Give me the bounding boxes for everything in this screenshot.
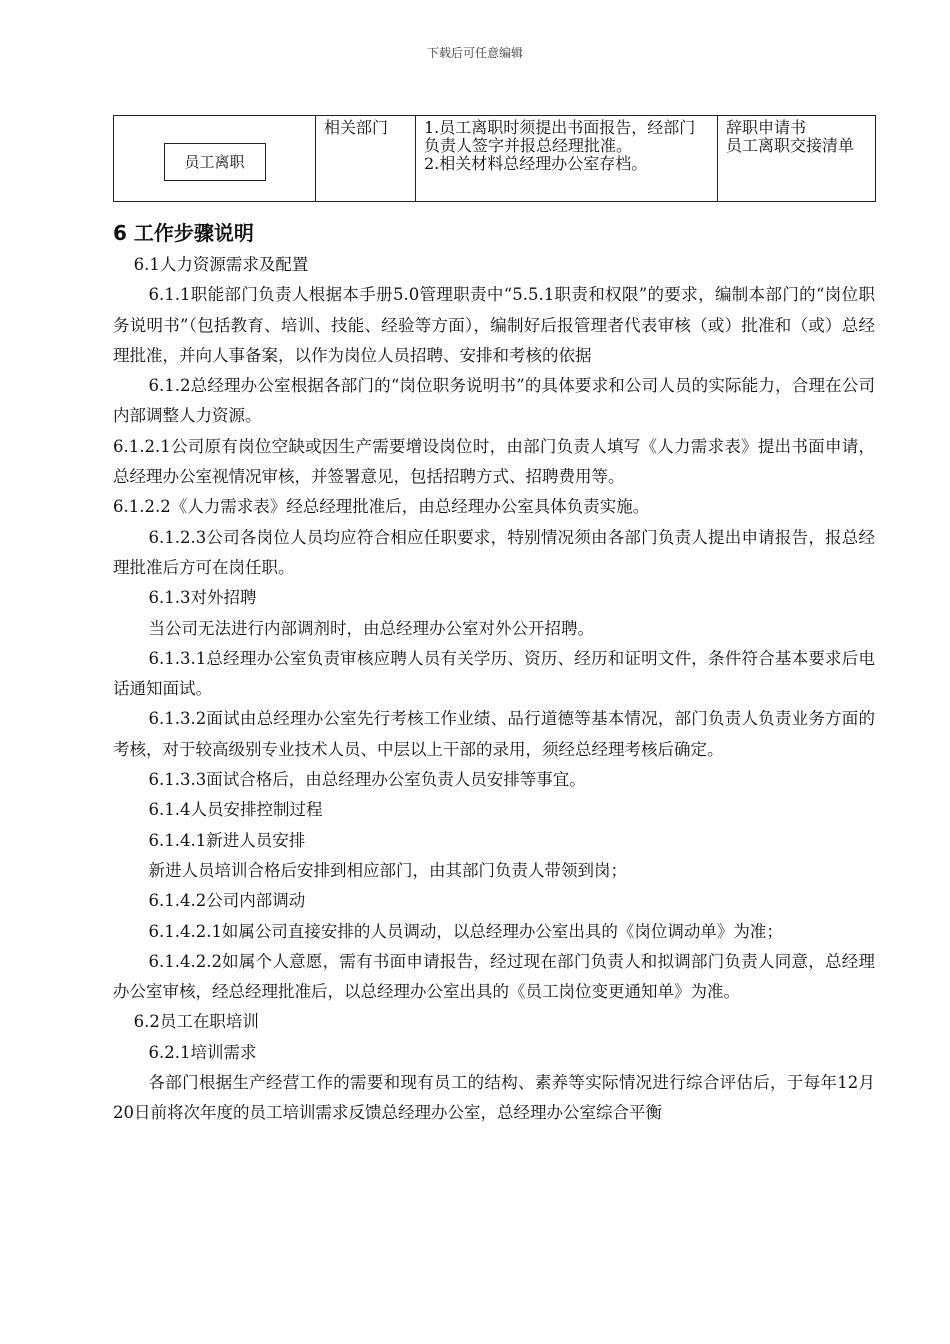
paragraph: 6.1.2总经理办公室根据各部门的“岗位职务说明书”的具体要求和公司人员的实际能力，合理在公司内部调整人力资源。 — [113, 376, 875, 426]
flow-node-box: 员工离职 — [164, 143, 266, 181]
step-2: 2.相关材料总经理办公室存档。 — [424, 154, 648, 173]
table-row — [114, 116, 876, 202]
paragraph: 6.1.1职能部门负责人根据本手册5.0管理职责中“5.5.1职责和权限”的要求，编制本部门的“岗位职务说明书”（包括教育、培训、技能、经验等方面），编制好后报管理者代表审核（或）批准和（或）总经理批准，并向人事备案，以作为岗位人员招聘、安排和考核的依据 — [113, 285, 875, 365]
paragraph: 6.1.4人员安排控制过程 — [148, 800, 323, 820]
paragraph: 6.2员工在职培训 — [133, 1012, 259, 1032]
record-2: 员工离职交接清单 — [726, 136, 855, 155]
dept-cell: 相关部门 — [316, 116, 416, 202]
body-content — [113, 216, 875, 1129]
steps-cell — [416, 116, 718, 202]
paragraph: 6.1.3.1总经理办公室负责审核应聘人员有关学历、资历、经历和证明文件，条件符合基本要求后电话通知面试。 — [113, 648, 875, 699]
record-1: 辞职申请书 — [726, 118, 807, 137]
paragraph: 6.1.2.2《人力需求表》经总经理批准后，由总经理办公室具体负责实施。 — [113, 497, 650, 517]
paragraph: 6.1.3.3面试合格后，由总经理办公室负责人员安排等事宜。 — [148, 770, 586, 790]
paragraph: 6.1.4.2.2如属个人意愿，需有书面申请报告，经过现在部门负责人和拟调部门负责人同意，总经理办公室审核，经总经理批准后，以总经理办公室出具的《员工岗位变更通知单》为准。 — [113, 951, 875, 1002]
paragraph: 当公司无法进行内部调剂时，由总经理办公室对外公开招聘。 — [148, 618, 594, 638]
paragraph: 6.1.2.1公司原有岗位空缺或因生产需要增设岗位时，由部门负责人填写《人力需求表》提出书面申请，总经理办公室视情况审核，并签署意见，包括招聘方式、招聘费用等。 — [113, 436, 875, 487]
paragraph: 各部门根据生产经营工作的需要和现有员工的结构、素养等实际情况进行综合评估后，于每年12月20日前将次年度的员工培训需求反馈总经理办公室，总经理办公室综合平衡 — [113, 1073, 875, 1123]
step-1: 1.员工离职时须提出书面报告，经部门负责人签字并报总经理批准。 — [424, 118, 696, 155]
paragraph: 6.1.3.2面试由总经理办公室先行考核工作业绩、品行道德等基本情况，部门负责人负责业务方面的考核，对于较高级别专业技术人员、中层以上干部的录用，须经总经理考核后确定。 — [113, 709, 875, 759]
paragraph: 新进人员培训合格后安排到相应部门，由其部门负责人带领到岗； — [148, 860, 627, 880]
paragraph: 6.1.3对外招聘 — [148, 588, 257, 608]
paragraph: 6.1.4.2.1如属公司直接安排的人员调动，以总经理办公室出具的《岗位调动单》为准； — [148, 921, 783, 941]
page-header: 下载后可任意编辑 — [426, 46, 523, 60]
section-title: 6 工作步骤说明 — [113, 221, 254, 245]
paragraph: 6.1.4.1新进人员安排 — [148, 830, 306, 850]
paragraph: 6.1.4.2公司内部调动 — [148, 891, 306, 911]
paragraph: 6.1人力资源需求及配置 — [133, 255, 309, 274]
paragraph: 6.1.2.3公司各岗位人员均应符合相应任职要求，特别情况须由各部门负责人提出申请报告，报总经理批准后方可在岗任职。 — [113, 527, 875, 577]
flow-node-cell — [114, 116, 316, 202]
paragraph: 6.2.1培训需求 — [148, 1042, 257, 1062]
process-table — [113, 115, 876, 202]
records-cell — [718, 116, 876, 202]
